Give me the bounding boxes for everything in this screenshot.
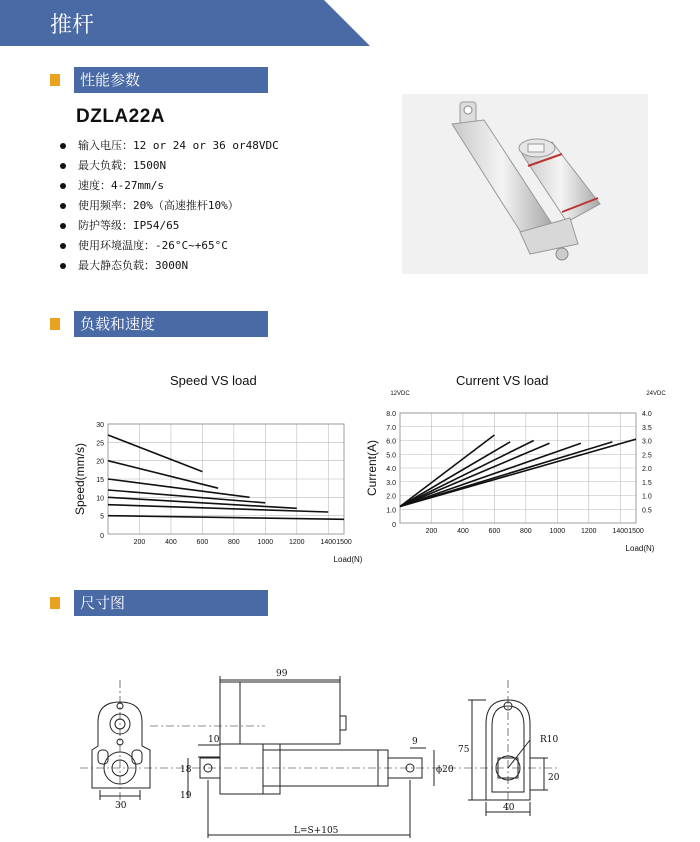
dim-20: 20 xyxy=(548,773,560,783)
section-marker-icon xyxy=(50,318,60,330)
zero-tick-label: 0 xyxy=(100,533,104,540)
current-chart xyxy=(362,385,666,555)
x-tick-label: 1500 xyxy=(336,539,352,546)
x-tick-label: 600 xyxy=(488,528,501,535)
speed-chart-title: Speed VS load xyxy=(170,373,257,388)
right-axis-unit: 24VDC xyxy=(646,391,666,397)
y-right-tick-label: 2.0 xyxy=(642,466,652,473)
y-axis-label: Speed(mm/s) xyxy=(73,442,87,516)
series-line xyxy=(108,435,202,472)
product-photo xyxy=(402,94,648,274)
dimension-drawing xyxy=(0,640,700,840)
section-title: 性能参数 xyxy=(74,67,268,93)
series-line xyxy=(108,516,344,520)
x-tick-label: 1000 xyxy=(549,528,566,535)
x-tick-label: 600 xyxy=(196,539,209,546)
y-tick-label: 25 xyxy=(96,440,104,448)
x-tick-label: 1500 xyxy=(628,528,644,535)
page-title: 推杆 xyxy=(50,13,95,38)
series-line xyxy=(400,439,636,506)
x-tick-label: 1200 xyxy=(289,539,305,546)
y-tick-label: 30 xyxy=(96,422,104,429)
x-tick-label: 400 xyxy=(457,528,469,535)
spec-item: 输入电压：12 or 24 or 36 or48VDC xyxy=(60,136,279,156)
y-right-tick-label: 3.0 xyxy=(642,438,652,446)
dim-9: 9 xyxy=(412,737,418,747)
x-tick-label: 400 xyxy=(165,539,177,546)
section-title: 尺寸图 xyxy=(74,590,268,616)
x-tick-label: 200 xyxy=(133,539,146,546)
x-tick-label: 1200 xyxy=(581,528,597,535)
y-tick-label: 5.0 xyxy=(386,452,396,460)
x-tick-label: 1000 xyxy=(257,539,274,546)
speed-chart xyxy=(70,392,363,564)
y-tick-label: 10 xyxy=(96,495,104,503)
y-right-tick-label: 2.5 xyxy=(642,452,652,460)
spec-item: 使用频率：20%（高速推杆10%） xyxy=(60,196,279,216)
x-tick-label: 800 xyxy=(228,539,240,546)
y-tick-label: 6.0 xyxy=(386,438,396,446)
y-tick-label: 7.0 xyxy=(386,424,396,432)
spec-item: 速度：4-27mm/s xyxy=(60,176,279,196)
x-tick-label: 200 xyxy=(425,528,438,535)
header-banner xyxy=(0,0,370,46)
y-axis-label: Current(A) xyxy=(365,439,379,497)
dim-r10: R10 xyxy=(540,735,559,745)
section-title: 负载和速度 xyxy=(74,311,268,337)
series-line xyxy=(400,443,549,506)
section-performance xyxy=(50,67,268,93)
series-line xyxy=(108,461,218,489)
actuator-illustration xyxy=(402,94,648,274)
x-tick-label: 1400 xyxy=(320,539,337,546)
y-right-tick-label: 0.5 xyxy=(642,507,652,515)
x-tick-label: 800 xyxy=(520,528,532,535)
y-tick-label: 3.0 xyxy=(386,479,396,487)
x-tick-label: 1400 xyxy=(612,528,629,535)
y-tick-label: 8.0 xyxy=(386,411,396,418)
y-tick-label: 4.0 xyxy=(386,466,396,473)
y-right-tick-label: 1.0 xyxy=(642,493,652,501)
dim-phi20: ϕ20 xyxy=(436,765,454,775)
dim-30: 30 xyxy=(115,801,127,811)
dim-18: 18 xyxy=(180,765,192,775)
y-right-tick-label: 1.5 xyxy=(642,479,652,487)
y-tick-label: 5 xyxy=(100,513,104,521)
spec-item: 最大静态负载：3000N xyxy=(60,256,279,276)
dim-length: L=S+105 xyxy=(294,826,339,836)
y-right-tick-label: 4.0 xyxy=(642,411,652,418)
dim-10: 10 xyxy=(208,735,220,745)
x-axis-label: Load(N) xyxy=(333,555,363,564)
spec-item: 防护等级：IP54/65 xyxy=(60,216,279,236)
y-tick-label: 15 xyxy=(96,477,104,484)
spec-item: 使用环境温度：-26°C~+65°C xyxy=(60,236,279,256)
dim-19: 19 xyxy=(180,791,192,801)
spec-item: 最大负载：1500N xyxy=(60,156,279,176)
x-axis-label: Load(N) xyxy=(625,544,655,553)
section-dimensions xyxy=(50,590,268,616)
section-marker-icon xyxy=(50,74,60,86)
section-marker-icon xyxy=(50,597,60,609)
model-name: DZLA22A xyxy=(76,106,166,127)
zero-tick-label: 0 xyxy=(392,522,396,529)
y-right-tick-label: 3.5 xyxy=(642,424,652,432)
y-tick-label: 1.0 xyxy=(386,507,396,515)
dim-75: 75 xyxy=(458,745,470,755)
spec-list xyxy=(60,136,279,276)
y-tick-label: 2.0 xyxy=(386,493,396,501)
dim-40: 40 xyxy=(503,803,515,813)
section-load-speed xyxy=(50,311,268,337)
y-tick-label: 20 xyxy=(96,458,104,466)
dim-99: 99 xyxy=(276,669,288,679)
series-line xyxy=(108,479,250,497)
left-axis-unit: 12VDC xyxy=(390,391,410,397)
current-chart-title: Current VS load xyxy=(456,373,549,388)
